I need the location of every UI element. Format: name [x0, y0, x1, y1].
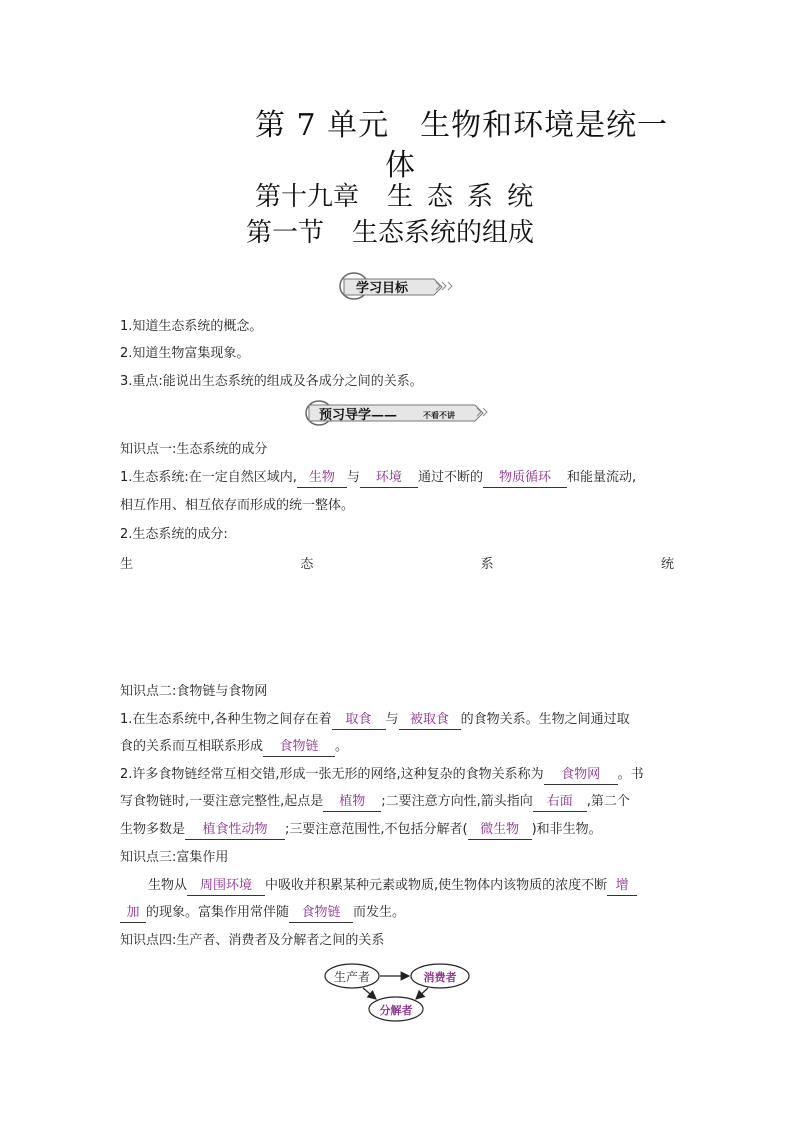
- kp3-line-1: 生物从 周围环境 中吸收并积累某种元素或物质,使生物体内该物质的浓度不断 增: [148, 876, 637, 896]
- kp2-line-5: 生物多数是 植食性动物 ;三要注意范围性,不包括分解者( 微生物 )和非生物。: [120, 820, 602, 840]
- answer-blank: 植物: [323, 793, 381, 812]
- preview-badge: [305, 398, 495, 430]
- section-name: 生态系统的组成: [352, 218, 535, 248]
- answer-blank: 食物链: [263, 738, 335, 757]
- answer-blank: 取食: [332, 711, 386, 730]
- unit-title-continued: 体: [385, 148, 415, 183]
- answer-blank: 被取食: [399, 711, 461, 730]
- kp1-heading: 知识点一:生态系统的成分: [120, 442, 268, 457]
- chapter-name: 生 态 系 统: [387, 182, 534, 212]
- objectives-badge: [338, 270, 458, 304]
- consumer-label: 消费者: [423, 971, 457, 984]
- answer-blank: 加: [120, 904, 146, 923]
- producer-label: 生产者: [333, 970, 371, 984]
- answer-blank: 环境: [360, 469, 418, 488]
- answer-blank: 食物链: [289, 904, 353, 923]
- kp2-line-1: 1.在生态系统中,各种生物之间存在着 取食 与 被取食 的食物关系。生物之间通过取: [120, 710, 630, 730]
- decomposer-label: 分解者: [379, 1004, 413, 1017]
- kp4-heading: 知识点四:生产者、消费者及分解者之间的关系: [120, 933, 385, 948]
- answer-blank: 增: [607, 877, 637, 896]
- section-number: 第一节: [246, 218, 325, 248]
- kp1-line-3: 2.生态系统的成分:: [120, 527, 228, 542]
- unit-title: 第 7 单元 生物和环境是统一: [255, 108, 669, 143]
- answer-blank: 植食性动物: [185, 821, 285, 840]
- objective-2: 2.知道生物富集现象。: [120, 346, 250, 361]
- chapter-title: [255, 176, 547, 213]
- answer-blank: 食物网: [544, 766, 618, 785]
- ecosystem-spread-text: 生 态 系 统: [120, 557, 674, 572]
- arrow-consumer-to-decomposer: [416, 988, 428, 999]
- kp3-line-2: 加 的现象。富集作用常伴随 食物链 而发生。: [120, 903, 405, 923]
- answer-blank: 生物: [297, 469, 347, 488]
- kp1-line-1: 1.生态系统:在一定自然区域内, 生物 与 环境 通过不断的 物质循环 和能量流动,: [120, 468, 636, 488]
- preview-badge-small: 不看不讲: [423, 410, 455, 420]
- preview-badge-label: 预习导学——: [319, 408, 398, 423]
- objectives-badge-label: 学习目标: [356, 281, 409, 296]
- kp2-line-2: 食的关系而互相联系形成 食物链 。: [120, 737, 348, 757]
- ecosystem-relation-diagram: [318, 958, 478, 1026]
- kp2-heading: 知识点二:食物链与食物网: [120, 684, 268, 699]
- answer-blank: 右面: [533, 793, 587, 812]
- kp2-line-3: 2.许多食物链经常互相交错,形成一张无形的网络,这种复杂的食物关系称为 食物网 。书: [120, 765, 644, 785]
- answer-blank: 物质循环: [483, 469, 567, 488]
- kp3-heading: 知识点三:富集作用: [120, 850, 229, 865]
- objective-3: 3.重点:能说出生态系统的组成及各成分之间的关系。: [120, 374, 423, 389]
- chapter-number: 第十九章: [255, 182, 360, 212]
- objective-1: 1.知道生态系统的概念。: [120, 319, 263, 334]
- section-title: [246, 212, 534, 249]
- answer-blank: 微生物: [468, 821, 532, 840]
- answer-blank: 周围环境: [187, 877, 265, 896]
- kp2-line-4: 写食物链时,一要注意完整性,起点是 植物 ;二要注意方向性,箭头指向 右面 ,第二个: [120, 792, 630, 812]
- kp1-line-2: 相互作用、相互依存而形成的统一整体。: [120, 498, 355, 513]
- arrow-producer-to-decomposer: [363, 988, 376, 999]
